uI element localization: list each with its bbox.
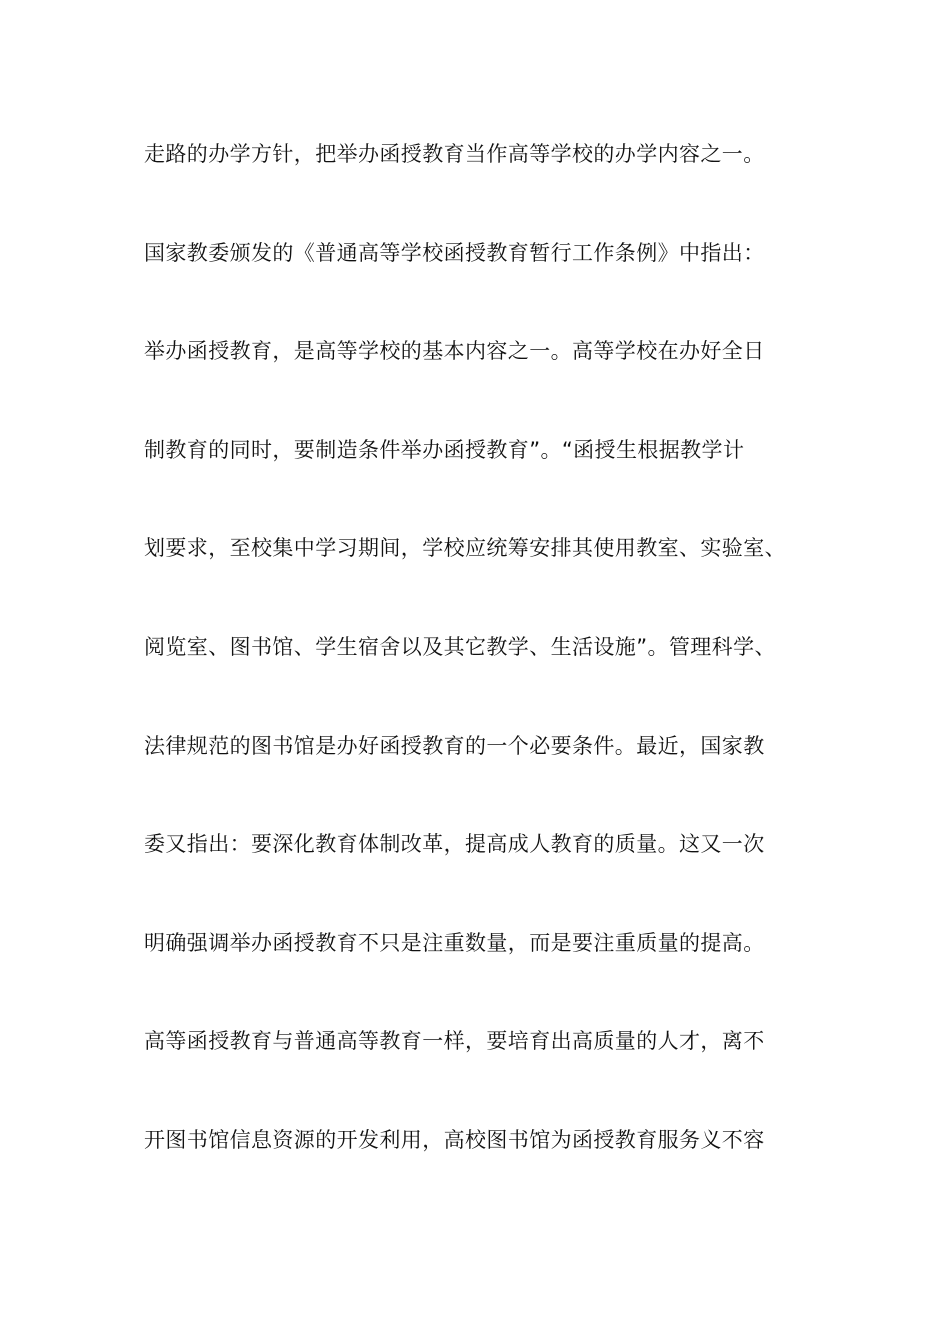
text-line: 法律规范的图书馆是办好函授教育的一个必要条件。最近，国家教 — [144, 733, 765, 758]
text-line: 划要求，至校集中学习期间，学校应统筹安排其使用教室、实验室、 — [144, 536, 786, 561]
text-line: 制教育的同时，要制造条件举办函授教育”。“函授生根据教学计 — [144, 437, 745, 462]
text-line: 明确强调举办函授教育不只是注重数量，而是要注重质量的提高。 — [144, 930, 765, 955]
text-line: 阅览室、图书馆、学生宿舍以及其它教学、生活设施”。管理科学、 — [144, 634, 776, 659]
text-line: 开图书馆信息资源的开发利用，高校图书馆为函授教育服务义不容 — [144, 1127, 765, 1152]
body-text — [144, 126, 844, 1211]
text-line: 走路的办学方针，把举办函授教育当作高等学校的办学内容之一。 — [144, 142, 765, 166]
text-line: 举办函授教育，是高等学校的基本内容之一。高等学校在办好全日 — [144, 339, 765, 364]
text-line: 委又指出：要深化教育体制改革，提高成人教育的质量。这又一次 — [144, 832, 765, 857]
text-line: 国家教委颁发的《普通高等学校函授教育暂行工作条例》中指出： — [144, 240, 765, 265]
text-line: 高等函授教育与普通高等教育一样，要培育出高质量的人才，离不 — [144, 1029, 765, 1054]
